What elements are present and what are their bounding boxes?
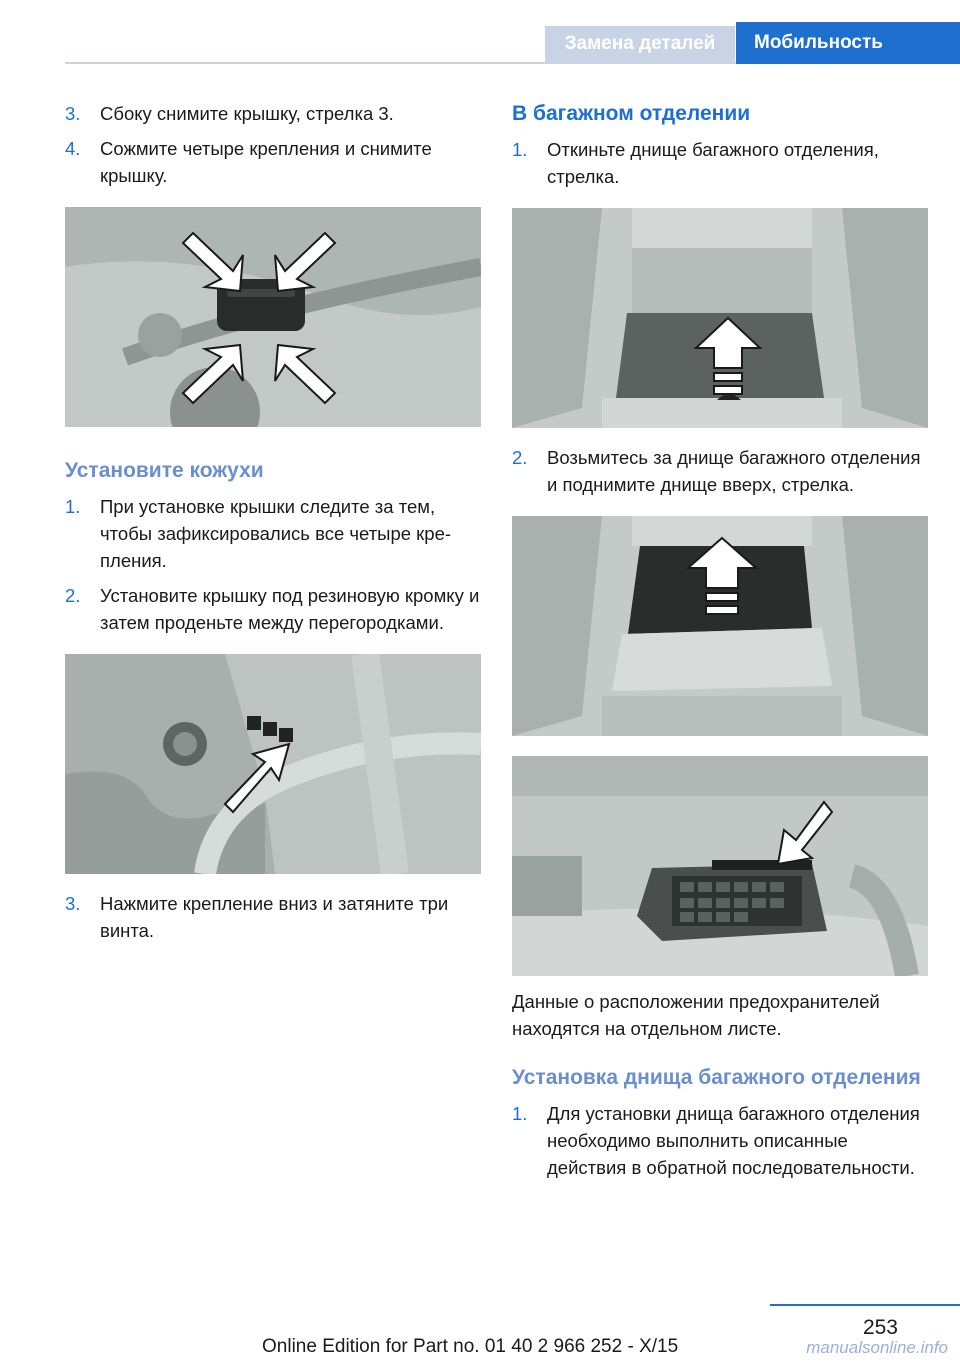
chapter-tab[interactable]: Мобильность <box>736 22 960 64</box>
step-text: Откиньте днище багажного отделения, стрелка. <box>547 139 879 187</box>
section-heading: Установка днища багажного отделения <box>512 1066 921 1089</box>
left-column <box>65 100 481 952</box>
section-tab[interactable]: Замена деталей <box>545 26 735 62</box>
step-item <box>512 1100 928 1181</box>
engine-cover-clips-image <box>65 207 481 427</box>
step-item <box>65 582 481 636</box>
step-number: 1. <box>512 1103 528 1124</box>
step-item <box>65 493 481 574</box>
edition-line: Online Edition for Part no. 01 40 2 966 252 - X/15 <box>262 1336 679 1357</box>
fuse-location-note: Данные о расположении предохранителей находятся на отдельном листе. <box>512 991 880 1039</box>
step-text: Сбоку снимите крышку, стрелка 3. <box>100 103 394 124</box>
fuse-box-image <box>512 756 928 976</box>
clip-mount-image <box>65 654 481 874</box>
page-number: 253 <box>862 1316 898 1339</box>
trunk-floor-lifted-image <box>512 516 928 736</box>
step-item <box>65 890 481 944</box>
step-number: 3. <box>65 103 81 124</box>
step-text: Для установки днища багажного отделения необходимо выполнить описанные действия в обратной последовательности. <box>547 1103 920 1178</box>
step-item <box>65 135 481 189</box>
step-number: 2. <box>65 585 81 606</box>
step-item <box>65 100 481 127</box>
step-number: 2. <box>512 447 528 468</box>
step-number: 1. <box>512 139 528 160</box>
step-text: Установите крышку под резиновую кромку и затем проденьте между перегородками. <box>100 585 480 633</box>
right-column <box>512 100 928 1189</box>
step-text: При установке крышки следите за тем, чтобы зафиксировались все четыре крепления. <box>100 496 452 571</box>
step-number: 1. <box>65 496 81 517</box>
section-heading: В багажном отделении <box>512 102 751 125</box>
step-text: Нажмите крепление вниз и затяните три винта. <box>100 893 449 941</box>
step-item <box>512 444 928 498</box>
step-number: 4. <box>65 138 81 159</box>
step-item <box>512 136 928 190</box>
step-number: 3. <box>65 893 81 914</box>
watermark: manualsonline.info <box>806 1338 948 1357</box>
step-text: Возьмитесь за днище багажного отделения и поднимите днище вверх, стрелка. <box>547 447 921 495</box>
footer-rule <box>770 1304 960 1306</box>
trunk-floor-closed-image <box>512 208 928 428</box>
step-text: Сожмите четыре крепления и снимите крышку. <box>100 138 432 186</box>
section-heading: Установите кожухи <box>65 459 264 482</box>
